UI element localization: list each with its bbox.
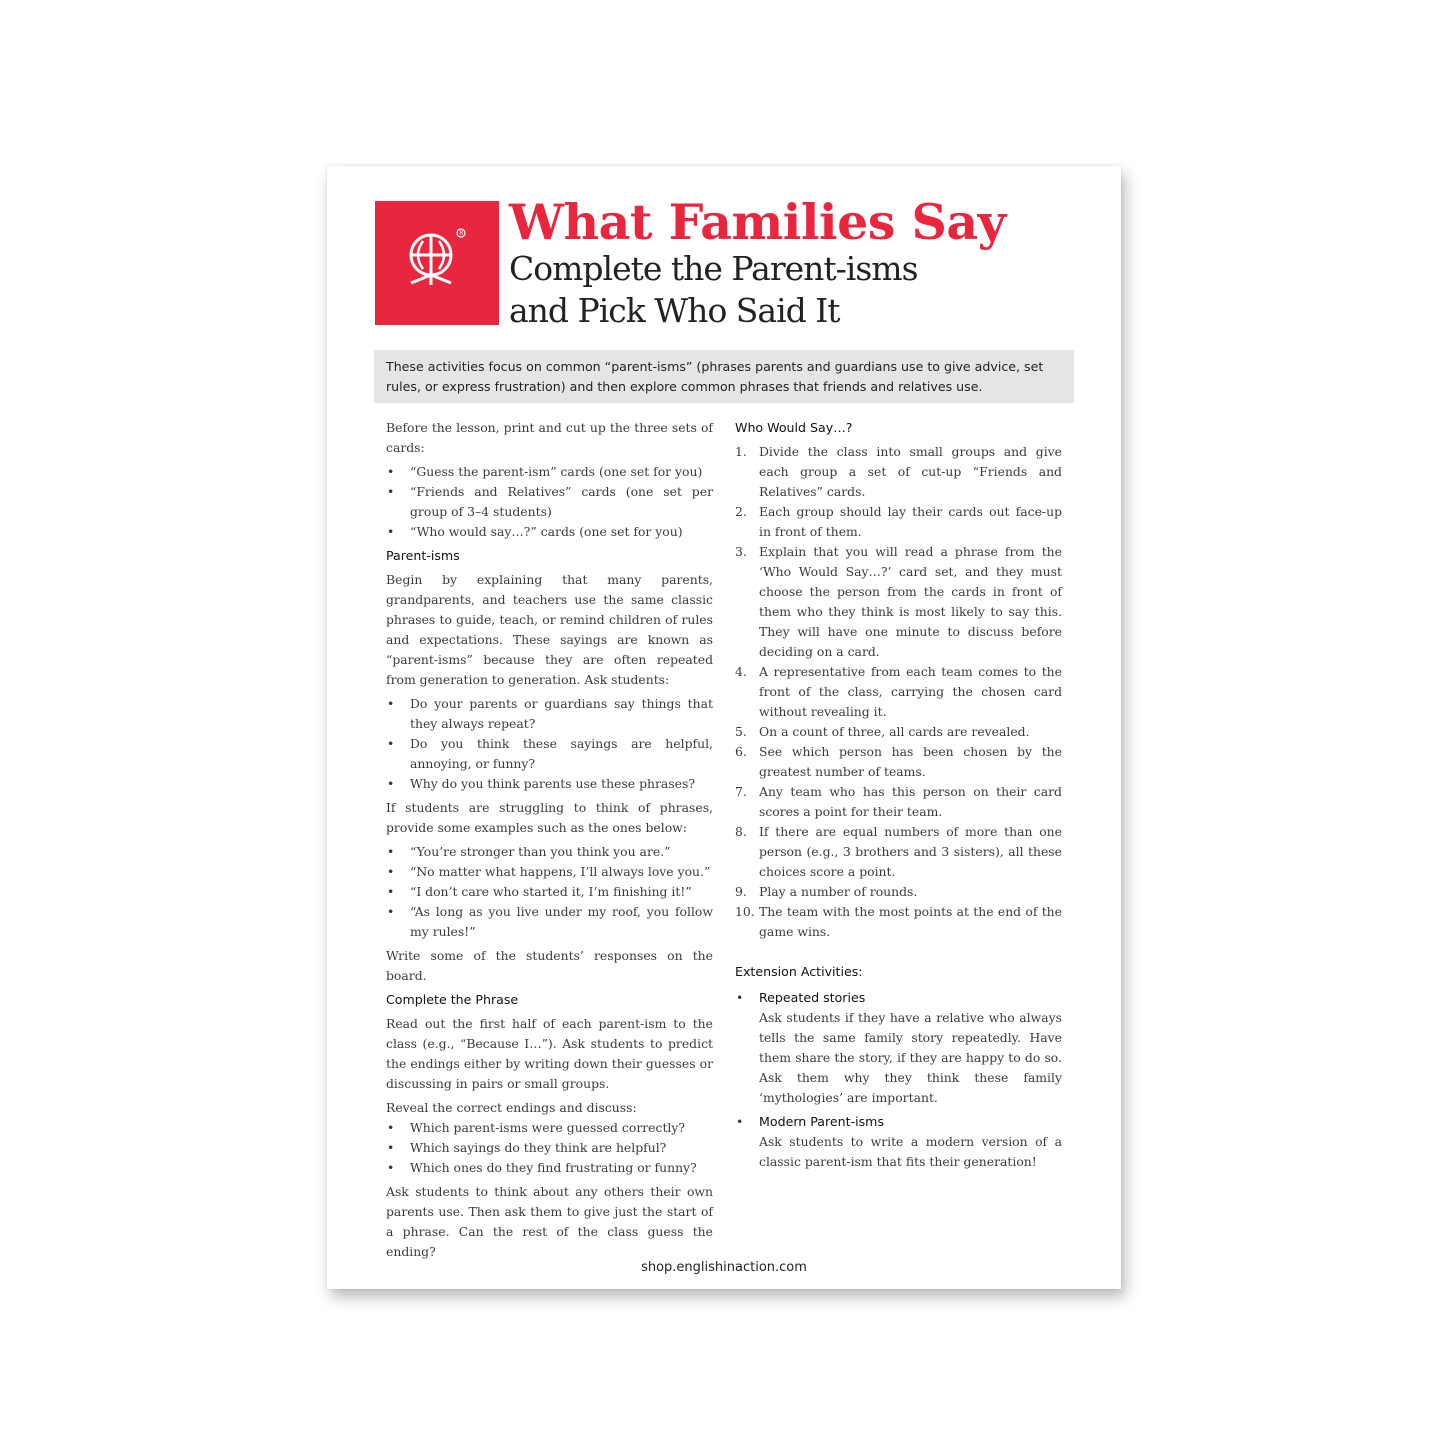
step-number: 9.: [735, 884, 747, 899]
list-item: • “Friends and Relatives” cards (one set per group of 3–4 students): [386, 482, 713, 522]
step-item: [735, 782, 1062, 822]
step-item: [735, 442, 1062, 502]
step-text: If there are equal numbers of more than one person (e.g., 3 brothers and 3 sisters), all these choices score a point.: [759, 824, 1062, 879]
step-number: 10.: [735, 904, 755, 919]
globe-logo-icon: [401, 227, 473, 299]
extension-item: [735, 988, 1062, 1108]
step-number: 3.: [735, 544, 747, 559]
step-text: Explain that you will read a phrase from the ‘Who Would Say…?’ card set, and they must choose the person from the cards in front of them who they think is most likely to say this. They will have one minute to discuss before deciding on a card.: [759, 544, 1062, 659]
list-item: • Which sayings do they think are helpful?: [386, 1138, 713, 1158]
example-list: [386, 842, 713, 942]
extension-title: • Repeated stories: [759, 990, 866, 1005]
step-item: [735, 902, 1062, 942]
list-item: • “No matter what happens, I’ll always love you.”: [386, 862, 713, 882]
step-number: 1.: [735, 444, 747, 459]
list-item: • “I don’t care who started it, I’m finishing it!”: [386, 882, 713, 902]
extension-heading: Extension Activities:: [735, 964, 863, 979]
step-text: The team with the most points at the end of the game wins.: [759, 904, 1062, 939]
parentisms-heading: Parent-isms: [386, 548, 460, 563]
list-item: • Why do you think parents use these phrases?: [386, 774, 713, 794]
step-text: On a count of three, all cards are revealed.: [759, 724, 1030, 739]
struggling-text: If students are struggling to think of phrases, provide some examples such as the ones below:: [386, 800, 713, 835]
right-column: [735, 418, 1062, 1176]
step-text: Play a number of rounds.: [759, 884, 918, 899]
left-column: [386, 418, 713, 1266]
who-heading: Who Would Say…?: [735, 420, 853, 435]
reveal-text: Reveal the correct endings and discuss:: [386, 1100, 637, 1115]
step-number: 5.: [735, 724, 747, 739]
list-item: • Which parent-isms were guessed correctly?: [386, 1118, 713, 1138]
step-text: Each group should lay their cards out face-up in front of them.: [759, 504, 1062, 539]
page-title: What Families Say: [509, 193, 1006, 251]
final-text: Ask students to think about any others their own parents use. Then ask them to give just the start of a phrase. Can the rest of the class guess the ending?: [386, 1184, 713, 1259]
step-number: 8.: [735, 824, 747, 839]
prep-text: Before the lesson, print and cut up the three sets of cards:: [386, 420, 713, 455]
list-item: • “You’re stronger than you think you are.”: [386, 842, 713, 862]
subtitle-line-1: Complete the Parent-isms: [509, 249, 918, 288]
step-item: [735, 662, 1062, 722]
step-number: 4.: [735, 664, 747, 679]
step-item: [735, 542, 1062, 662]
prep-list: [386, 462, 713, 542]
step-item: [735, 882, 1062, 902]
complete-text: Read out the first half of each parent-ism to the class (e.g., “Because I…”). Ask students to predict the endings either by writing down their guesses or discussing in pairs or small groups.: [386, 1016, 713, 1091]
step-text: A representative from each team comes to the front of the class, carrying the chosen card without revealing it.: [759, 664, 1062, 719]
list-item: • “Who would say…?” cards (one set for you): [386, 522, 713, 542]
complete-heading: Complete the Phrase: [386, 992, 519, 1007]
extension-text: Ask students if they have a relative who always tells the same family story repeatedly. Have them share the story, if they are happy to do so. Ask them why they think these family ‘mythologies’ are important.: [759, 1010, 1062, 1105]
write-text: Write some of the students’ responses on the board.: [386, 948, 713, 983]
step-number: 2.: [735, 504, 747, 519]
footer-url: shop.englishinaction.com: [641, 1260, 807, 1275]
list-item: • “As long as you live under my roof, you follow my rules!”: [386, 902, 713, 942]
brand-logo: [375, 201, 499, 325]
extension-text: Ask students to write a modern version of a classic parent-ism that fits their generation!: [759, 1134, 1062, 1169]
step-item: [735, 742, 1062, 782]
list-item: • “Guess the parent-ism” cards (one set for you): [386, 462, 713, 482]
step-number: 7.: [735, 784, 747, 799]
extension-title: • Modern Parent-isms: [759, 1114, 885, 1129]
list-item: • Which ones do they find frustrating or funny?: [386, 1158, 713, 1178]
svg-text:R: R: [459, 230, 464, 237]
steps-list: [735, 442, 1062, 942]
step-number: 6.: [735, 744, 747, 759]
step-item: [735, 822, 1062, 882]
step-text: Divide the class into small groups and give each group a set of cut-up “Friends and Relatives” cards.: [759, 444, 1062, 499]
list-item: • Do your parents or guardians say things that they always repeat?: [386, 694, 713, 734]
intro-box: These activities focus on common “parent-isms” (phrases parents and guardians use to give advice, set rules, or express frustration) and then explore common phrases that friends and relatives use.: [374, 350, 1074, 403]
list-item: • Do you think these sayings are helpful, annoying, or funny?: [386, 734, 713, 774]
subtitle-line-2: and Pick Who Said It: [509, 291, 840, 330]
step-text: See which person has been chosen by the greatest number of teams.: [759, 744, 1062, 779]
reveal-list: [386, 1118, 713, 1178]
step-text: Any team who has this person on their card scores a point for their team.: [759, 784, 1062, 819]
page-subtitle: [509, 248, 918, 332]
parentisms-text: Begin by explaining that many parents, grandparents, and teachers use the same classic phrases to guide, teach, or remind children of rules and expectations. These sayings are known as “parent-isms” because they are often repeated from generation to generation. Ask students:: [386, 572, 713, 687]
step-item: [735, 502, 1062, 542]
step-item: [735, 722, 1062, 742]
worksheet-page: [327, 166, 1121, 1289]
extension-item: [735, 1112, 1062, 1172]
ask-list: [386, 694, 713, 794]
